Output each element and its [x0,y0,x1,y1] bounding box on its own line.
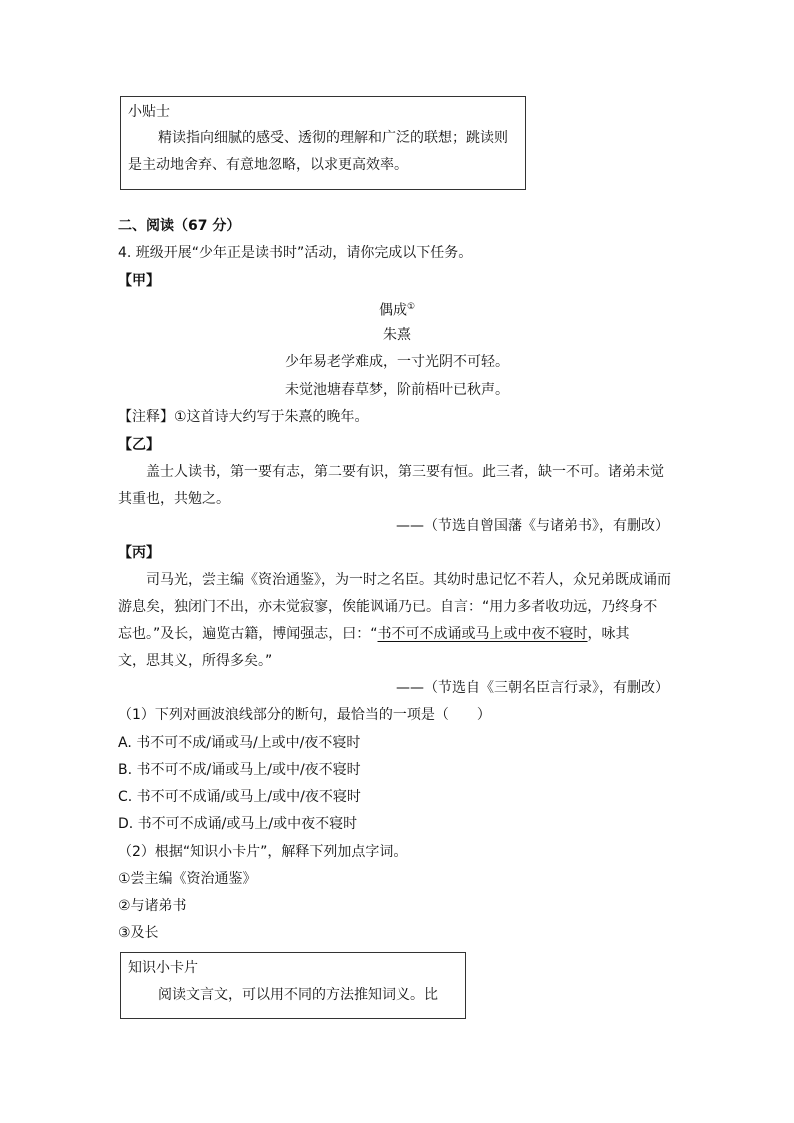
q2-item-3: ③及长 [118,925,159,941]
section-heading: 二、阅读（67 分） [118,218,241,234]
bing-line-1: 司马光，尝主编《资治通鉴》，为一时之名臣。其幼时患记忆不若人，众兄弟既成诵而 [146,572,671,588]
q2-stem: （2）根据“知识小卡片”，解释下列加点字词。 [118,844,408,860]
yi-label: 【乙】 [118,437,160,453]
poem-line-2: 未觉池塘春草梦，阶前梧叶已秋声。 [285,382,509,398]
q1-stem: （1）下列对画波浪线部分的断句，最恰当的一项是（ ） [118,707,491,723]
q2-item-2: ②与诸弟书 [118,898,187,914]
q1-option-d: D. 书不可不成诵/或马上/或中夜不寝时 [118,816,358,832]
poem-author: 朱熹 [383,327,411,343]
tip-box-title: 小贴士 [128,104,170,120]
poem-title-text: 偶成 [378,302,407,319]
bing-line-3-start: 忘也。”及长，遍览古籍，博闻强志，曰：“ [118,626,378,642]
yi-source: ——（节选自曾国藩《与诸弟书》，有删改） [396,518,669,534]
yi-line-2: 其重也，共勉之。 [118,491,230,507]
tip-box-line-1: 精读指向细腻的感受、透彻的理解和广泛的联想；跳读则 [158,130,508,146]
poem-title [300,297,494,321]
jia-label: 【甲】 [118,273,160,289]
poem-line-1: 少年易老学难成，一寸光阴不可轻。 [285,354,509,370]
bing-line-2: 游息矣，独闭门不出，亦未觉寂寥，俟能讽诵乃已。自言：“用力多者收功远，乃终身不 [118,599,658,615]
bing-line-3 [118,624,630,644]
knowledge-card-title: 知识小卡片 [128,960,198,976]
jia-note: 【注释】①这首诗大约写于朱熹的晚年。 [118,409,369,425]
bing-line-4: 文，思其义，所得多矣。” [118,653,273,669]
q1-option-c: C. 书不可不成诵/或马上/或中/夜不寝时 [118,789,361,805]
knowledge-card-line-1: 阅读文言文，可以用不同的方法推知词义。比 [158,987,438,1003]
bing-line-3-end: ，咏其 [587,626,630,642]
question-4: 4. 班级开展“少年正是读书时”活动，请你完成以下任务。 [118,245,473,261]
q1-option-a: A. 书不可不成/诵或马/上或中/夜不寝时 [118,735,361,751]
q1-option-b: B. 书不可不成/诵或马上/或中/夜不寝时 [118,762,361,778]
poem-title-note-mark: ① [406,302,416,312]
tip-box-line-2: 是主动地舍弃、有意地忽略，以求更高效率。 [128,157,408,173]
wavy-underlined-sentence: 书不可不成诵或马上或中夜不寝时 [377,626,588,642]
yi-line-1: 盖士人读书，第一要有志，第二要有识，第三要有恒。此三者，缺一不可。诸弟未觉 [146,464,664,480]
bing-source: ——（节选自《三朝名臣言行录》，有删改） [396,680,669,696]
q2-item-1: ①尝主编《资治通鉴》 [118,871,257,887]
bing-label: 【丙】 [118,545,160,561]
